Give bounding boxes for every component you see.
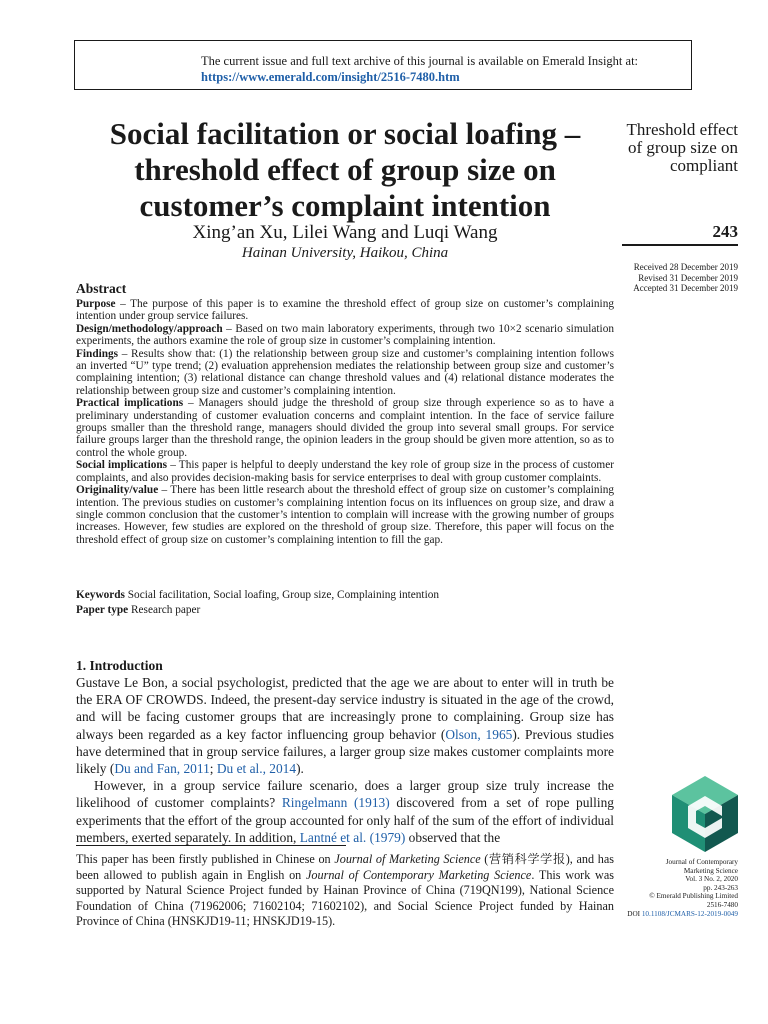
doi-label: DOI: [627, 909, 642, 918]
section-label: Findings: [76, 347, 119, 360]
keywords-text: Social facilitation, Social loafing, Group size, Complaining intention: [124, 589, 440, 601]
journal-info: [606, 858, 738, 918]
section-label: Practical implications: [76, 397, 184, 410]
section-label: Social implications: [76, 459, 168, 472]
footnote-text: . This work was supported by Natural Science Project funded by Hainan Province of China (719QN199), National Science Foundation of China (71962006; 71602104; 71602102), and Social Science Project funded by Hainan Province of China (HNSKJD19-11; HNSKJD19-15).: [76, 867, 614, 929]
intro-paragraph-2: [76, 777, 614, 846]
doi-line: [606, 910, 738, 919]
received-date: Received 28 December 2019: [633, 262, 738, 272]
paper-type-text: Research paper: [128, 604, 201, 616]
journal-info-line: © Emerald Publishing Limited: [649, 892, 738, 901]
page-number: 243: [712, 222, 738, 241]
journal-info-line: Marketing Science: [683, 866, 738, 875]
intro-body: [76, 674, 614, 846]
body-text: ). Previous studies have determined that in group service failures, a larger group size makes customer complaints more likely (: [76, 726, 614, 777]
footnote-rule: [76, 845, 346, 846]
footnote-text: (营销科学学报), and has been allowed to publish again in English on: [76, 852, 615, 882]
authors: Xing’an Xu, Lilei Wang and Luqi Wang: [192, 222, 498, 243]
section-text: – There has been little research about the threshold effect of group size on customer’s complaining intention. The previous studies on customer’s complaining intention focus on its influences on group size, and draw a single common conclusion that the customer’s intention to complain will increase with the growing number of groups increases. However, few studies are explored on the threshold of group size. Therefore, this paper will focus on the threshold effect of group size on customer’s complaining intention to fill the gap.: [76, 484, 614, 546]
paper-type-label: Paper type: [76, 604, 129, 616]
body-text: However, in a group service failure scenario, does a larger group size truly increase the likelihood of customer complaints?: [76, 778, 614, 811]
keywords-label: Keywords: [76, 589, 125, 601]
accepted-date: Accepted 31 December 2019: [633, 283, 738, 293]
abstract-practical: [76, 397, 614, 459]
abstract-heading: Abstract: [76, 281, 127, 296]
journal-info-line: Journal of Contemporary: [665, 858, 738, 866]
abstract-originality: [76, 484, 614, 546]
access-notice: The current issue and full text archive of this journal is available on Emerald Insight at:: [201, 54, 639, 68]
footnote-text: This paper has been firstly published in Chinese on: [76, 852, 335, 866]
journal-info-line: pp. 243-263: [703, 883, 738, 892]
paper-type: [76, 603, 614, 617]
abstract-purpose: [76, 298, 614, 323]
section-text: – Based on two main laboratory experiments, through two 10×2 scenario simulation experiments, the authors examine the role of group size in customer’s complaining intention.: [76, 322, 614, 348]
intro-heading: 1. Introduction: [76, 658, 163, 673]
body-text: observed that the: [405, 829, 501, 845]
body-text: Gustave Le Bon, a social psychologist, predicted that the age we are about to enter will in truth be the ERA OF CROWDS. Indeed, the present-day service industry is situated in the age of the crowd, and will be facing customer groups that are increasingly prone to complaining. Group size has always been regarded as a key factor influencing group behavior (: [76, 675, 614, 742]
citation-link[interactable]: Olson, 1965: [445, 726, 513, 742]
intro-paragraph-1: [76, 674, 614, 777]
journal-access-box: [74, 40, 692, 90]
citation-link[interactable]: Lantné et al. (1979): [299, 829, 406, 845]
abstract-findings: [76, 348, 614, 398]
journal-info-line: 2516-7480: [706, 900, 738, 909]
footnote: [76, 852, 614, 930]
revised-date: Revised 31 December 2019: [638, 272, 738, 283]
affiliation: Hainan University, Haikou, China: [241, 245, 449, 261]
journal-name: Journal of Contemporary Marketing Science: [306, 867, 532, 882]
abstract-design: [76, 323, 614, 348]
section-text: – The purpose of this paper is to examine the threshold effect of group size on customer’s complaining intention under group service failures.: [76, 298, 614, 323]
abstract-body: [76, 298, 614, 546]
journal-url-link[interactable]: https://www.emerald.com/insight/2516-7480.htm: [201, 70, 460, 84]
section-label: Design/methodology/approach: [76, 322, 223, 335]
citation-link[interactable]: Du and Fan, 2011: [114, 761, 210, 777]
section-text: – This paper is helpful to deeply understand the key role of group size in the process of customer complaints, and also provides decision-making basis for service enterprises to deal with group customer complaints.: [76, 459, 614, 484]
journal-info-line: Vol. 3 No. 2, 2020: [685, 875, 738, 884]
article-title: Social facilitation or social loafing – threshold effect of group size on customer’s complaint intention: [109, 116, 581, 223]
running-head: Threshold effect of group size on compliant: [626, 120, 738, 175]
body-text: discovered from a set of rope pulling experiments that the effort of the group accounted for only half of the sum of the effort of individual members, exerted separately. In addition,: [76, 795, 614, 845]
citation-link[interactable]: Ringelmann (1913): [281, 795, 390, 811]
article-dates: [590, 262, 738, 294]
journal-logo-icon: [672, 776, 738, 852]
citation-link[interactable]: Du et al., 2014: [216, 761, 297, 777]
section-text: – Results show that: (1) the relationship between group size and customer’s complaining intention follows an inverted “U” type trend; (2) evaluation apprehension mediates the relationship between group size and customer’s complaining intention; (3) relational distance can change threshold values and (4) relational distance moderates the relationship between group size and customer’s complaining intention.: [76, 347, 614, 397]
section-label: Originality/value: [76, 484, 159, 497]
journal-name: Journal of Marketing Science: [334, 852, 481, 866]
body-text: ).: [296, 761, 304, 777]
abstract-social: [76, 459, 614, 484]
section-text: – Managers should judge the threshold of group size through experience so as to have a preliminary understanding of customer evaluation concerns and complaint intention. In the face of service failure groups smaller than the threshold range, managers should divided the group into several small groups. For service failure groups larger than the threshold range, the opinion leaders in the group should be given more attention, so as to control the whole group.: [76, 397, 615, 459]
keywords: [76, 588, 614, 602]
section-label: Purpose: [76, 298, 116, 310]
body-text: ;: [209, 761, 217, 777]
margin-rule: [622, 244, 738, 246]
doi-link[interactable]: 10.1108/JCMARS-12-2019-0049: [641, 909, 738, 918]
